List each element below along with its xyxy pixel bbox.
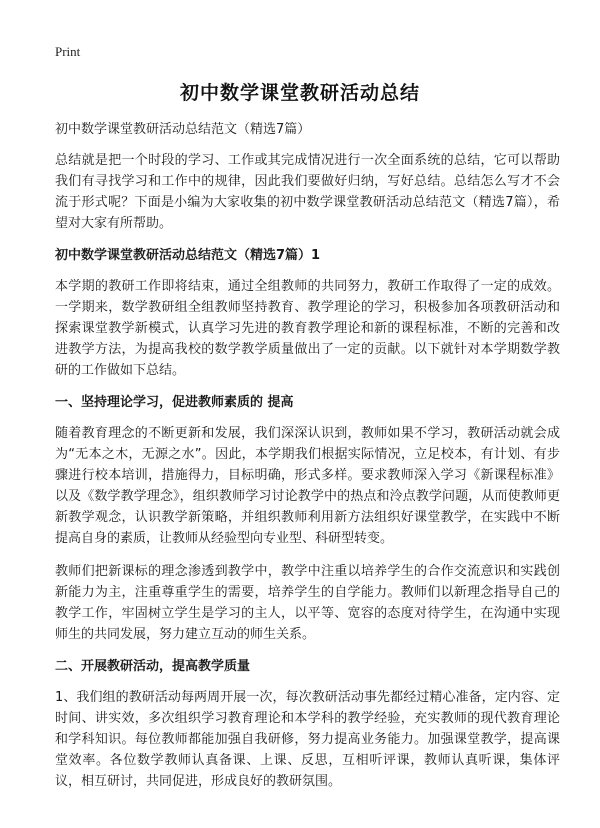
article-intro-paragraph: 本学期的教研工作即将结束，通过全组教师的共同努力，教研工作取得了一定的成效。一学期来，数学教研组全组教师坚持教育、教学理论的学习，积极参加各项教研活动和探索课堂教学新模式，认真学习先进的教育教学理论和新的课程标准，不断的完善和改进教学方法，为提高我校的数学教学质量做出了一定的贡献。以下就针对本学期数学教研的工作做如下总结。 [55,279,560,378]
article-heading: 初中数学课堂教研活动总结范文（精选7篇）1 [55,248,321,263]
section-1-paragraph-2: 教师们把新课标的理念渗透到教学中，教学中注重以培养学生的合作交流意识和实践创新能力为主，注重尊重学生的需要，培养学生的自学能力。教师们以新理念指导自己的教学工作，牢固树立学生是学习的主人，以平等、宽容的态度对待学生，在沟通中实现师生的共同发展，努力建立互动的师生关系。 [55,564,560,642]
section-2-heading: 二、开展教研活动，提高教学质量 [55,659,251,674]
document-body [55,120,560,804]
section-1-heading: 一、坚持理论学习，促进教师素质的 提高 [55,395,294,410]
section-1-paragraph-1: 随着教育理念的不断更新和发展，我们深深认识到，教师如果不学习，教研活动就会成为“无本之木，无源之水”。因此，本学期我们根据实际情况，立足校本，有计划、有步骤进行校本培训，措施得力，目标明确，形式多样。要求教师深入学习《新课程标准》以及《数学教学理念》，组织教师学习讨论教学中的热点和泠点教学问题，从而使教师更新教学观念，认识教学新策略，并组织教师利用新方法组织好课堂教学，在实践中不断提高自身的素质，让教师从经验型向专业型、科研型转变。 [55,426,560,546]
page-title: 初中数学课堂教研活动总结 [179,82,420,104]
document-subtitle: 初中数学课堂教研活动总结范文（精选7篇） [55,122,311,137]
section-2-paragraph-1: 1、我们组的教研活动每两周开展一次，每次教研活动事先都经过精心准备，定内容、定时间、讲实效，多次组织学习教育理论和本学科的教学经验，充实教师的现代教育理论和学科知识。每位教师都能加强自我研修，努力提高业务能力。加强课堂教学，提高课堂效率。各位数学教师认真备课、上课、反思，互相听评课，教师认真听课，集体评议，相互研讨，共同促进，形成良好的教研氛围。 [55,690,560,789]
print-link[interactable]: Print [55,44,81,59]
intro-paragraph: 总结就是把一个时段的学习、工作或其完成情况进行一次全面系统的总结，它可以帮助我们有寻找学习和工作中的规律，因此我们要做好归纳，写好总结。总结怎么写才不会流于形式呢？下面是小编为大家收集的初中数学课堂教研活动总结范文（精选7篇），希望对大家有所帮助。 [55,153,560,231]
